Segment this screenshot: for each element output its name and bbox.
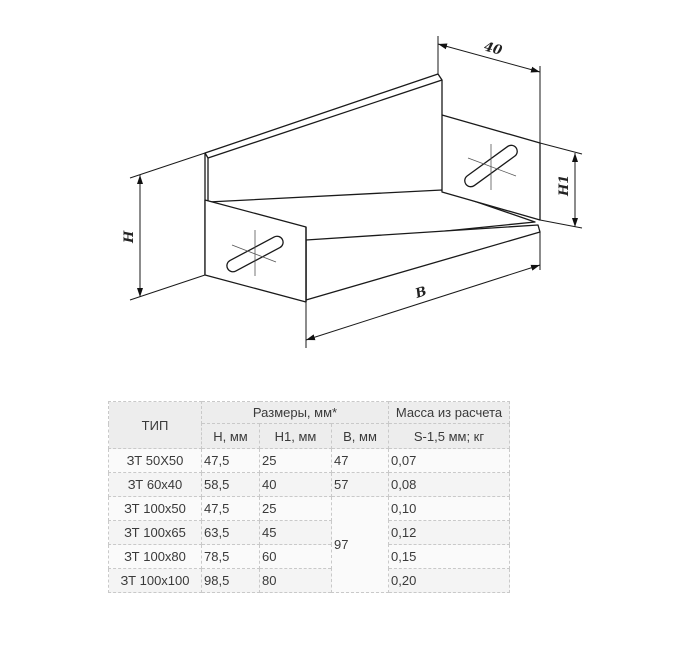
cell-h1: 45 bbox=[260, 521, 332, 545]
dim-width-label: 40 bbox=[482, 39, 504, 59]
cell-h1: 60 bbox=[260, 545, 332, 569]
cell-b: 47 bbox=[332, 449, 389, 473]
header-mass-line1: Масса из расчета bbox=[389, 402, 510, 424]
cell-b-merged: 97 bbox=[332, 497, 389, 593]
cell-b: 57 bbox=[332, 473, 389, 497]
table-row bbox=[109, 545, 510, 569]
table-row bbox=[109, 569, 510, 593]
dim-h1-label: H1 bbox=[557, 174, 572, 196]
cell-mass: 0,07 bbox=[389, 449, 510, 473]
back-wall bbox=[205, 74, 442, 158]
cell-mass: 0,20 bbox=[389, 569, 510, 593]
cell-h: 47,5 bbox=[202, 497, 260, 521]
table-row bbox=[109, 473, 510, 497]
cell-h: 47,5 bbox=[202, 449, 260, 473]
cell-mass: 0,08 bbox=[389, 473, 510, 497]
cell-type: ЗТ 100х80 bbox=[109, 545, 202, 569]
cell-h: 63,5 bbox=[202, 521, 260, 545]
cell-h1: 25 bbox=[260, 449, 332, 473]
dim-h-label: H bbox=[122, 230, 137, 243]
cell-h: 58,5 bbox=[202, 473, 260, 497]
header-h1: H1, мм bbox=[260, 424, 332, 449]
dim-b-label: B bbox=[413, 284, 429, 302]
header-mass-line2: S-1,5 мм; кг bbox=[389, 424, 510, 449]
header-type: ТИП bbox=[109, 402, 202, 449]
cell-type: ЗТ 100х65 bbox=[109, 521, 202, 545]
cell-mass: 0,10 bbox=[389, 497, 510, 521]
cell-h: 78,5 bbox=[202, 545, 260, 569]
cell-type: ЗТ 50Х50 bbox=[109, 449, 202, 473]
cell-h1: 25 bbox=[260, 497, 332, 521]
cell-h: 98,5 bbox=[202, 569, 260, 593]
cell-h1: 40 bbox=[260, 473, 332, 497]
table-row bbox=[109, 521, 510, 545]
cell-type: ЗТ 100х100 bbox=[109, 569, 202, 593]
cell-h1: 80 bbox=[260, 569, 332, 593]
cell-mass: 0,12 bbox=[389, 521, 510, 545]
specification-table bbox=[108, 401, 510, 593]
cell-type: ЗТ 100х50 bbox=[109, 497, 202, 521]
cell-mass: 0,15 bbox=[389, 545, 510, 569]
cell-type: ЗТ 60х40 bbox=[109, 473, 202, 497]
header-b: B, мм bbox=[332, 424, 389, 449]
table-row bbox=[109, 449, 510, 473]
table-row bbox=[109, 497, 510, 521]
header-dimensions: Размеры, мм* bbox=[202, 402, 389, 424]
header-h: H, мм bbox=[202, 424, 260, 449]
